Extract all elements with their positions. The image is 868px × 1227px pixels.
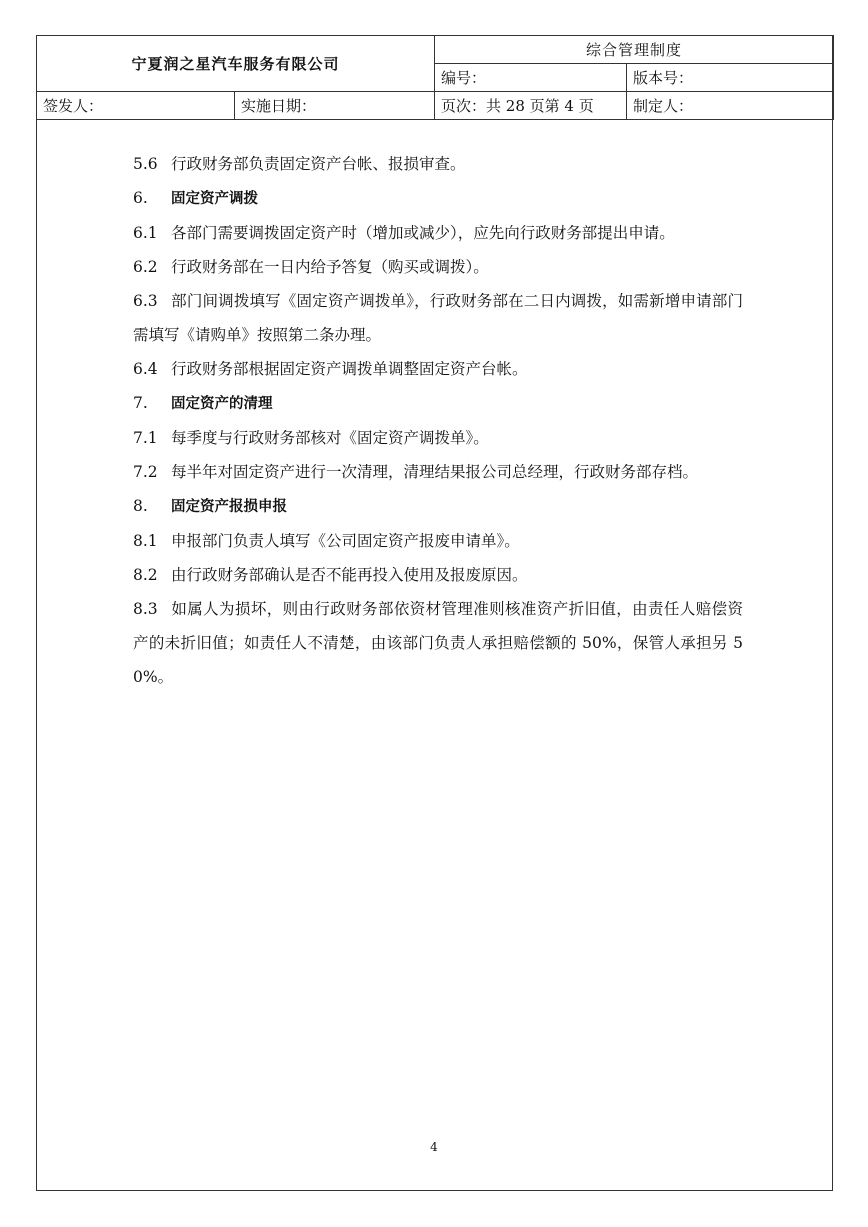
clause-paragraph <box>133 147 743 181</box>
clause-paragraph <box>133 455 743 489</box>
clause-text: 每季度与行政财务部核对《固定资产调拨单》。 <box>171 429 489 447</box>
clause-number: 6.1 <box>133 224 158 242</box>
effective-date-label: 实施日期： <box>235 92 435 120</box>
section-heading <box>133 489 743 524</box>
clause-number: 6. <box>133 189 148 207</box>
clause-text: 行政财务部负责固定资产台帐、报损审查。 <box>171 155 466 173</box>
clause-text: 固定资产报损申报 <box>171 499 287 515</box>
clause-paragraph <box>133 250 743 284</box>
clause-number: 7.2 <box>133 463 158 481</box>
clause-text: 每半年对固定资产进行一次清理，清理结果报公司总经理，行政财务部存档。 <box>171 463 699 481</box>
clause-text: 部门间调拨填写《固定资产调拨单》，行政财务部在二日内调拨，如需新增申请部门需填写《请购单》按照第二条办理。 <box>133 292 743 344</box>
document-code-label: 编号： <box>435 64 627 92</box>
system-title: 综合管理制度 <box>435 36 834 64</box>
clause-text: 如属人为损坏，则由行政财务部依资材管理准则核准资产折旧值，由责任人赔偿资产的未折旧值；如责任人不清楚，由该部门负责人承担赔偿额的 50%，保管人承担另 50%。 <box>133 600 743 686</box>
clause-text: 各部门需要调拨固定资产时（增加或减少），应先向行政财务部提出申请。 <box>171 224 675 242</box>
signer-label: 签发人： <box>37 92 235 120</box>
clause-number: 6.4 <box>133 360 158 378</box>
clause-paragraph <box>133 421 743 455</box>
clause-text: 固定资产的清理 <box>171 396 273 412</box>
clause-text: 申报部门负责人填写《公司固定资产报废申请单》。 <box>171 532 520 550</box>
clause-text: 行政财务部在一日内给予答复（购买或调拨）。 <box>171 258 489 276</box>
clause-paragraph <box>133 592 743 694</box>
clause-paragraph <box>133 524 743 558</box>
clause-paragraph <box>133 284 743 352</box>
section-heading <box>133 181 743 216</box>
clause-number: 7. <box>133 394 148 412</box>
company-name: 宁夏润之星汽车服务有限公司 <box>37 36 435 92</box>
clause-number: 8.1 <box>133 532 158 550</box>
document-body <box>133 147 743 694</box>
clause-number: 8.3 <box>133 600 158 618</box>
clause-number: 6.2 <box>133 258 158 276</box>
clause-paragraph <box>133 352 743 386</box>
section-heading <box>133 386 743 421</box>
document-header-table <box>36 35 834 120</box>
clause-number: 8. <box>133 497 148 515</box>
clause-text: 由行政财务部确认是否不能再投入使用及报废原因。 <box>171 566 528 584</box>
clause-number: 5.6 <box>133 155 158 173</box>
version-label: 版本号： <box>627 64 834 92</box>
clause-text: 行政财务部根据固定资产调拨单调整固定资产台帐。 <box>171 360 528 378</box>
page-count-label: 页次：共 28 页第 4 页 <box>435 92 627 120</box>
clause-text: 固定资产调拨 <box>171 191 258 207</box>
clause-number: 6.3 <box>133 292 158 310</box>
author-label: 制定人： <box>627 92 834 120</box>
page-number: 4 <box>430 1140 438 1154</box>
clause-paragraph <box>133 558 743 592</box>
clause-number: 7.1 <box>133 429 158 447</box>
clause-paragraph <box>133 216 743 250</box>
clause-number: 8.2 <box>133 566 158 584</box>
